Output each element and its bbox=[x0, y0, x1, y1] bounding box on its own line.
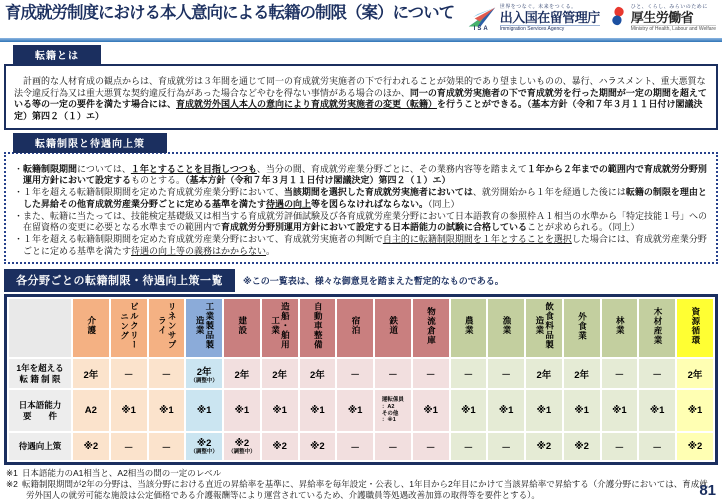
what-is-tenseki-box bbox=[4, 64, 718, 130]
matrix-cell: A2 bbox=[73, 390, 109, 431]
matrix-cell: － bbox=[639, 359, 675, 388]
matrix-cell: － bbox=[451, 433, 487, 460]
policy-bullet: ・また、転籍に当たっては、技能検定基礎級又は相当する育成就労評価試験及び各育成就労産業分野において日本語教育の参照枠Ａ１相当の水準から「特定技能１号」への在留資格の変更に必要となる水準までの範囲内で育成就労分野別運用方針において設定する日本語能力の試験に合格していることが求められる。（同上） bbox=[14, 210, 708, 233]
matrix-cell: － bbox=[488, 359, 524, 388]
section-tab-restriction-policy: 転籍制限と待遇向上策 bbox=[13, 133, 167, 153]
matrix-cell: 2年 bbox=[677, 359, 713, 388]
column-header-red: 建設 bbox=[224, 299, 260, 357]
mhlw-name: 厚生労働省 bbox=[630, 9, 694, 25]
footnote: ※2 転籍制限期間が2年の分野は、当該分野における直近の昇給率を基準に、昇給率を毎年設定・公表し、1年目から2年目にかけて当該昇給率で昇給する（介護分野においては、育成就労外国人の就労可能な施設は公定価格である介護報酬等により運営されているため、介護職員等処遇改善加算の取得等を要件とする）。 bbox=[6, 479, 708, 500]
footnote-block bbox=[6, 468, 716, 501]
mhlw-logo-block bbox=[608, 5, 716, 32]
matrix-cell: ※2 bbox=[564, 433, 600, 460]
matrix-cell: 運転係員 ：A2 その他 ：※1 bbox=[375, 390, 411, 431]
isa-tagline: 世界をつなぐ。未来をつくる。 bbox=[499, 4, 577, 10]
mhlw-swirl-icon bbox=[608, 6, 628, 31]
table-corner-cell bbox=[9, 299, 71, 357]
column-header-blue: 工業製品製造業 bbox=[186, 299, 222, 357]
matrix-cell: ※1 bbox=[564, 390, 600, 431]
column-header-green: 林業 bbox=[602, 299, 638, 357]
matrix-cell: ※2 （調整中） bbox=[186, 433, 222, 460]
matrix-cell: － bbox=[337, 433, 373, 460]
matrix-cell: ※1 bbox=[488, 390, 524, 431]
mhlw-name-en: Ministry of Health, Labour and Welfare bbox=[630, 25, 716, 32]
matrix-cell: 2年 bbox=[73, 359, 109, 388]
table-provisional-note: ※この一覧表は、様々な御意見を踏まえた暫定的なものである。 bbox=[243, 276, 504, 287]
matrix-cell: ※1 bbox=[677, 390, 713, 431]
matrix-cell: ※2 bbox=[262, 433, 298, 460]
isa-name: 出入国在留管理庁 bbox=[499, 9, 600, 25]
footnote: ※1 日本語能力のA1相当と、A2相当の間の一定のレベル bbox=[6, 468, 222, 479]
matrix-cell: ※1 bbox=[300, 390, 336, 431]
matrix-cell: 2年 bbox=[526, 359, 562, 388]
policy-bullet-list bbox=[14, 164, 708, 258]
matrix-cell: ※2 bbox=[73, 433, 109, 460]
matrix-cell: ※1 bbox=[149, 390, 185, 431]
matrix-cell: 2年 bbox=[300, 359, 336, 388]
page-number: 81 bbox=[699, 482, 716, 499]
matrix-cell: 2年 bbox=[262, 359, 298, 388]
matrix-cell: ※2 bbox=[677, 433, 713, 460]
matrix-cell: － bbox=[111, 359, 147, 388]
row-label: 日本語能力 要 件 bbox=[9, 390, 71, 431]
matrix-cell: － bbox=[149, 359, 185, 388]
isa-logo-block bbox=[467, 5, 600, 32]
matrix-cell: 2年 bbox=[564, 359, 600, 388]
matrix-cell: － bbox=[602, 359, 638, 388]
mhlw-tagline: ひと、くらし、みらいのために bbox=[630, 4, 708, 10]
column-header-red: 宿泊 bbox=[337, 299, 373, 357]
matrix-cell: ※1 bbox=[111, 390, 147, 431]
matrix-cell: ※1 bbox=[262, 390, 298, 431]
transfer-restriction-matrix-table bbox=[4, 294, 718, 465]
matrix-cell: － bbox=[451, 359, 487, 388]
policy-bullet: ・１年を超える転籍制限期間を定めた育成就労産業分野において、育成就労実施者の判断で自主的に転籍制限期間を１年とすることを選択した場合には、育成就労産業分野ごとに定める基準を満たす待遇の向上等の義務はかからない。 bbox=[14, 233, 707, 256]
table-section-header bbox=[4, 269, 718, 292]
column-header-green: 木材産業 bbox=[639, 299, 675, 357]
matrix-cell: － bbox=[413, 433, 449, 460]
matrix-cell: － bbox=[602, 433, 638, 460]
agency-logos bbox=[467, 5, 716, 32]
matrix-cell: － bbox=[413, 359, 449, 388]
column-header-green: 飲食料品製造業 bbox=[526, 299, 562, 357]
column-header-orange: 介護 bbox=[73, 299, 109, 357]
column-header-green: 漁業 bbox=[488, 299, 524, 357]
isa-logo-text: ISA bbox=[473, 25, 490, 32]
matrix-cell: ※2 bbox=[300, 433, 336, 460]
column-header-orange: リネンサプライ bbox=[149, 299, 185, 357]
matrix-cell: － bbox=[337, 359, 373, 388]
column-header-green: 農業 bbox=[451, 299, 487, 357]
column-header-green: 外食業 bbox=[564, 299, 600, 357]
matrix-cell: ※1 bbox=[602, 390, 638, 431]
matrix-cell: － bbox=[111, 433, 147, 460]
isa-name-en: Immigration Services Agency bbox=[500, 25, 600, 33]
matrix-cell: ※1 bbox=[186, 390, 222, 431]
column-header-yellow: 資源循環 bbox=[677, 299, 713, 357]
column-header-red: 造船・舶用工業 bbox=[262, 299, 298, 357]
table-section-title: 各分野ごとの転籍制限・待遇向上策一覧 bbox=[4, 269, 235, 292]
page-title: 育成就労制度における本人意向による転籍の制限（案）について bbox=[5, 4, 455, 22]
matrix-cell: 2年 （調整中） bbox=[186, 359, 222, 388]
matrix-cell: ※2 （調整中） bbox=[224, 433, 260, 460]
row-label: 1年を超える 転 籍 制 限 bbox=[9, 359, 71, 388]
page-header bbox=[0, 0, 722, 36]
matrix-cell: － bbox=[639, 433, 675, 460]
column-header-red: 自動車整備 bbox=[300, 299, 336, 357]
matrix-cell: － bbox=[375, 359, 411, 388]
policy-bullet: ・転籍制限期間については、１年とすることを目指しつつも、当分の間、育成就労産業分野ごとに、その業務内容等を踏まえて１年から２年までの範囲内で育成就労分野別運用方針において設定するものとする。（基本方針（令和７年３月１１日付け閣議決定）第四２（１）エ） bbox=[14, 163, 707, 186]
section-tab-what-is-tenseki: 転籍とは bbox=[13, 45, 101, 65]
matrix-cell: ※2 bbox=[526, 433, 562, 460]
matrix-cell: ※1 bbox=[224, 390, 260, 431]
isa-paper-plane-icon bbox=[467, 6, 497, 32]
matrix-cell: － bbox=[375, 433, 411, 460]
matrix-cell: ※1 bbox=[639, 390, 675, 431]
policy-bullet: ・１年を超える転籍制限期間を定めた育成就労産業分野において、当該期間を選択した育成就労実施者においては、就労開始から１年を経過した後には転籍の制限を理由とした昇給その他育成就労産業分野ごとに定める基準を満たす待遇の向上等を図らなければならない。（同上） bbox=[14, 187, 707, 209]
column-header-red: 鉄道 bbox=[375, 299, 411, 357]
matrix-cell: ※1 bbox=[413, 390, 449, 431]
matrix-cell: 2年 bbox=[224, 359, 260, 388]
matrix-cell: ※1 bbox=[526, 390, 562, 431]
column-header-orange: ビルクリーニング bbox=[111, 299, 147, 357]
matrix-cell: － bbox=[488, 433, 524, 460]
what-is-tenseki-paragraph: 計画的な人材育成の観点からは、育成就労は３年間を通じて同一の育成就労実施者の下で行われることが効果的であり望ましいものの、暴行、ハラスメント、重大悪質な法令違反行為又は重大悪質な契約違反行為があった場合などやむを得ない事情がある場合のほか、同一の育成就労実施者の下で育成就労を行った期間が一定の期間を超えている等の一定の要件を満たす場合には、育成就労外国人本人の意向により育成就労実施者の変更（転籍）を行うことができる。（基本方針（令和７年３月１１日付け閣議決定）第四２（１）エ） bbox=[14, 76, 707, 122]
matrix-cell: － bbox=[149, 433, 185, 460]
restriction-policy-box bbox=[4, 152, 718, 265]
matrix-cell: ※1 bbox=[451, 390, 487, 431]
column-header-red: 物流倉庫 bbox=[413, 299, 449, 357]
matrix-cell: ※1 bbox=[337, 390, 373, 431]
row-label: 待遇向上策 bbox=[9, 433, 71, 460]
